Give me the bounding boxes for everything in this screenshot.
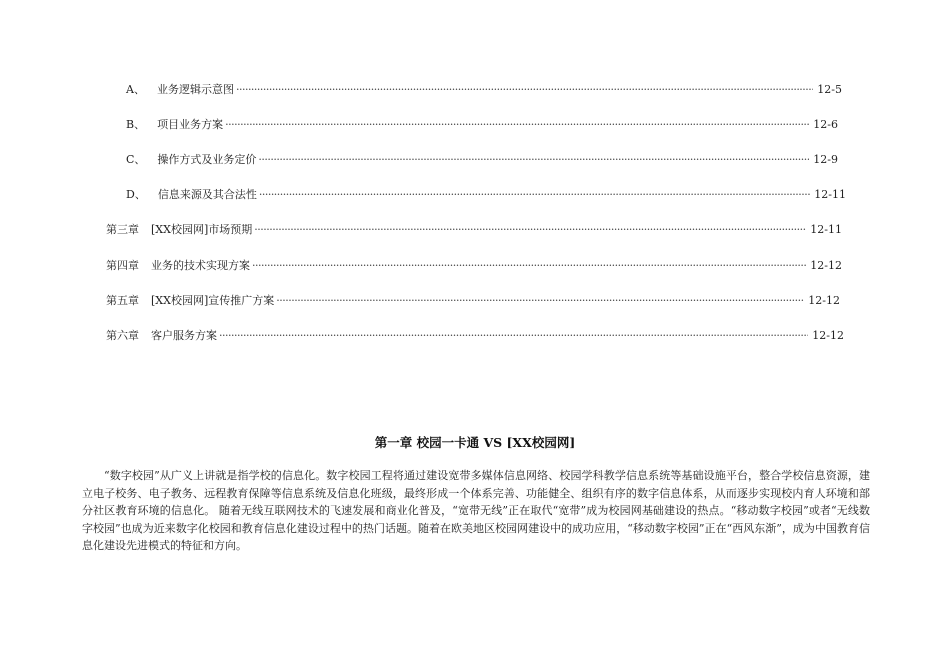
toc-entry-page: 12-11: [814, 188, 846, 201]
toc-entry-title: 业务的技术实现方案: [151, 259, 250, 272]
toc-entry[interactable]: [126, 188, 846, 202]
toc-leader-dots: [259, 188, 810, 202]
toc-leader-dots: [276, 294, 804, 308]
toc-entry-title: 信息来源及其合法性: [157, 188, 257, 201]
toc-entry-page: 12-9: [813, 153, 838, 166]
toc-entry-title: [XX校园网]宣传推广方案: [151, 294, 275, 307]
toc-entry-title: 项目业务方案: [157, 118, 224, 131]
toc-entry-number: B、: [126, 118, 146, 131]
toc-leader-dots: [252, 259, 806, 273]
toc-leader-dots: [225, 118, 809, 132]
toc-entry-title: 操作方式及业务定价: [157, 153, 257, 166]
toc-entry-number: D、: [126, 188, 146, 201]
toc-entry-page: 12-5: [817, 83, 842, 96]
toc-entry-title: 客户服务方案: [151, 329, 217, 342]
toc-entry-number: 第三章: [106, 223, 139, 236]
toc-entry-page: 12-6: [813, 118, 838, 131]
toc-entry[interactable]: [126, 153, 838, 167]
toc-leader-dots: [254, 223, 806, 237]
chapter-paragraph: “数字校园”从广义上讲就是指学校的信息化。数字校园工程将通过建设宽带多媒体信息网络、校园学科教学信息系统等基础设施平台，整合学校信息资源，建立电子校务、电子教务、远程教育保障等信息系统及信息化班级，最终形成一个体系完善、功能健全、组织有序的数字信息体系，从而逐步实现校内育人环境和部分社区教育环境的信息化。 随着无线互联网技术的飞速发展和商业化普及，“宽带无线”正在取代“宽带”成为校园网基础建设的热点。“移动数字校园”或者“无线数字校园”也成为近来数字化校园和教育信息化建设过程中的热门话题。随着在欧美地区校园网建设中的成功应用，“移动数字校园”正在“西风东渐”，成为中国教育信息化建设先进模式的特征和方向。: [82, 469, 870, 552]
toc-entry[interactable]: [106, 294, 840, 308]
toc-entry[interactable]: [126, 118, 838, 132]
toc-entry-page: 12-12: [810, 259, 842, 272]
toc-entry-number: 第五章: [106, 294, 139, 307]
toc-entry[interactable]: [106, 259, 842, 273]
toc-entry-number: A、: [126, 83, 145, 96]
toc-leader-dots: [258, 153, 809, 167]
chapter-heading: 第一章 校园一卡通 VS [XX校园网]: [374, 435, 576, 450]
toc-entry-number: 第四章: [106, 259, 139, 272]
toc-entry-page: 12-12: [812, 329, 844, 342]
toc-entry-number: C、: [126, 153, 146, 166]
toc-entry[interactable]: [106, 223, 842, 237]
toc-entry-page: 12-11: [810, 223, 842, 236]
toc-leader-dots: [236, 83, 813, 97]
toc-entry[interactable]: [106, 329, 844, 343]
toc-entry-title: [XX校园网]市场预期: [151, 223, 253, 236]
toc-entry[interactable]: [126, 83, 842, 97]
toc-entry-title: 业务逻辑示意图: [156, 83, 234, 96]
toc-entry-number: 第六章: [106, 329, 139, 342]
toc-leader-dots: [219, 329, 808, 343]
toc-entry-page: 12-12: [808, 294, 840, 307]
